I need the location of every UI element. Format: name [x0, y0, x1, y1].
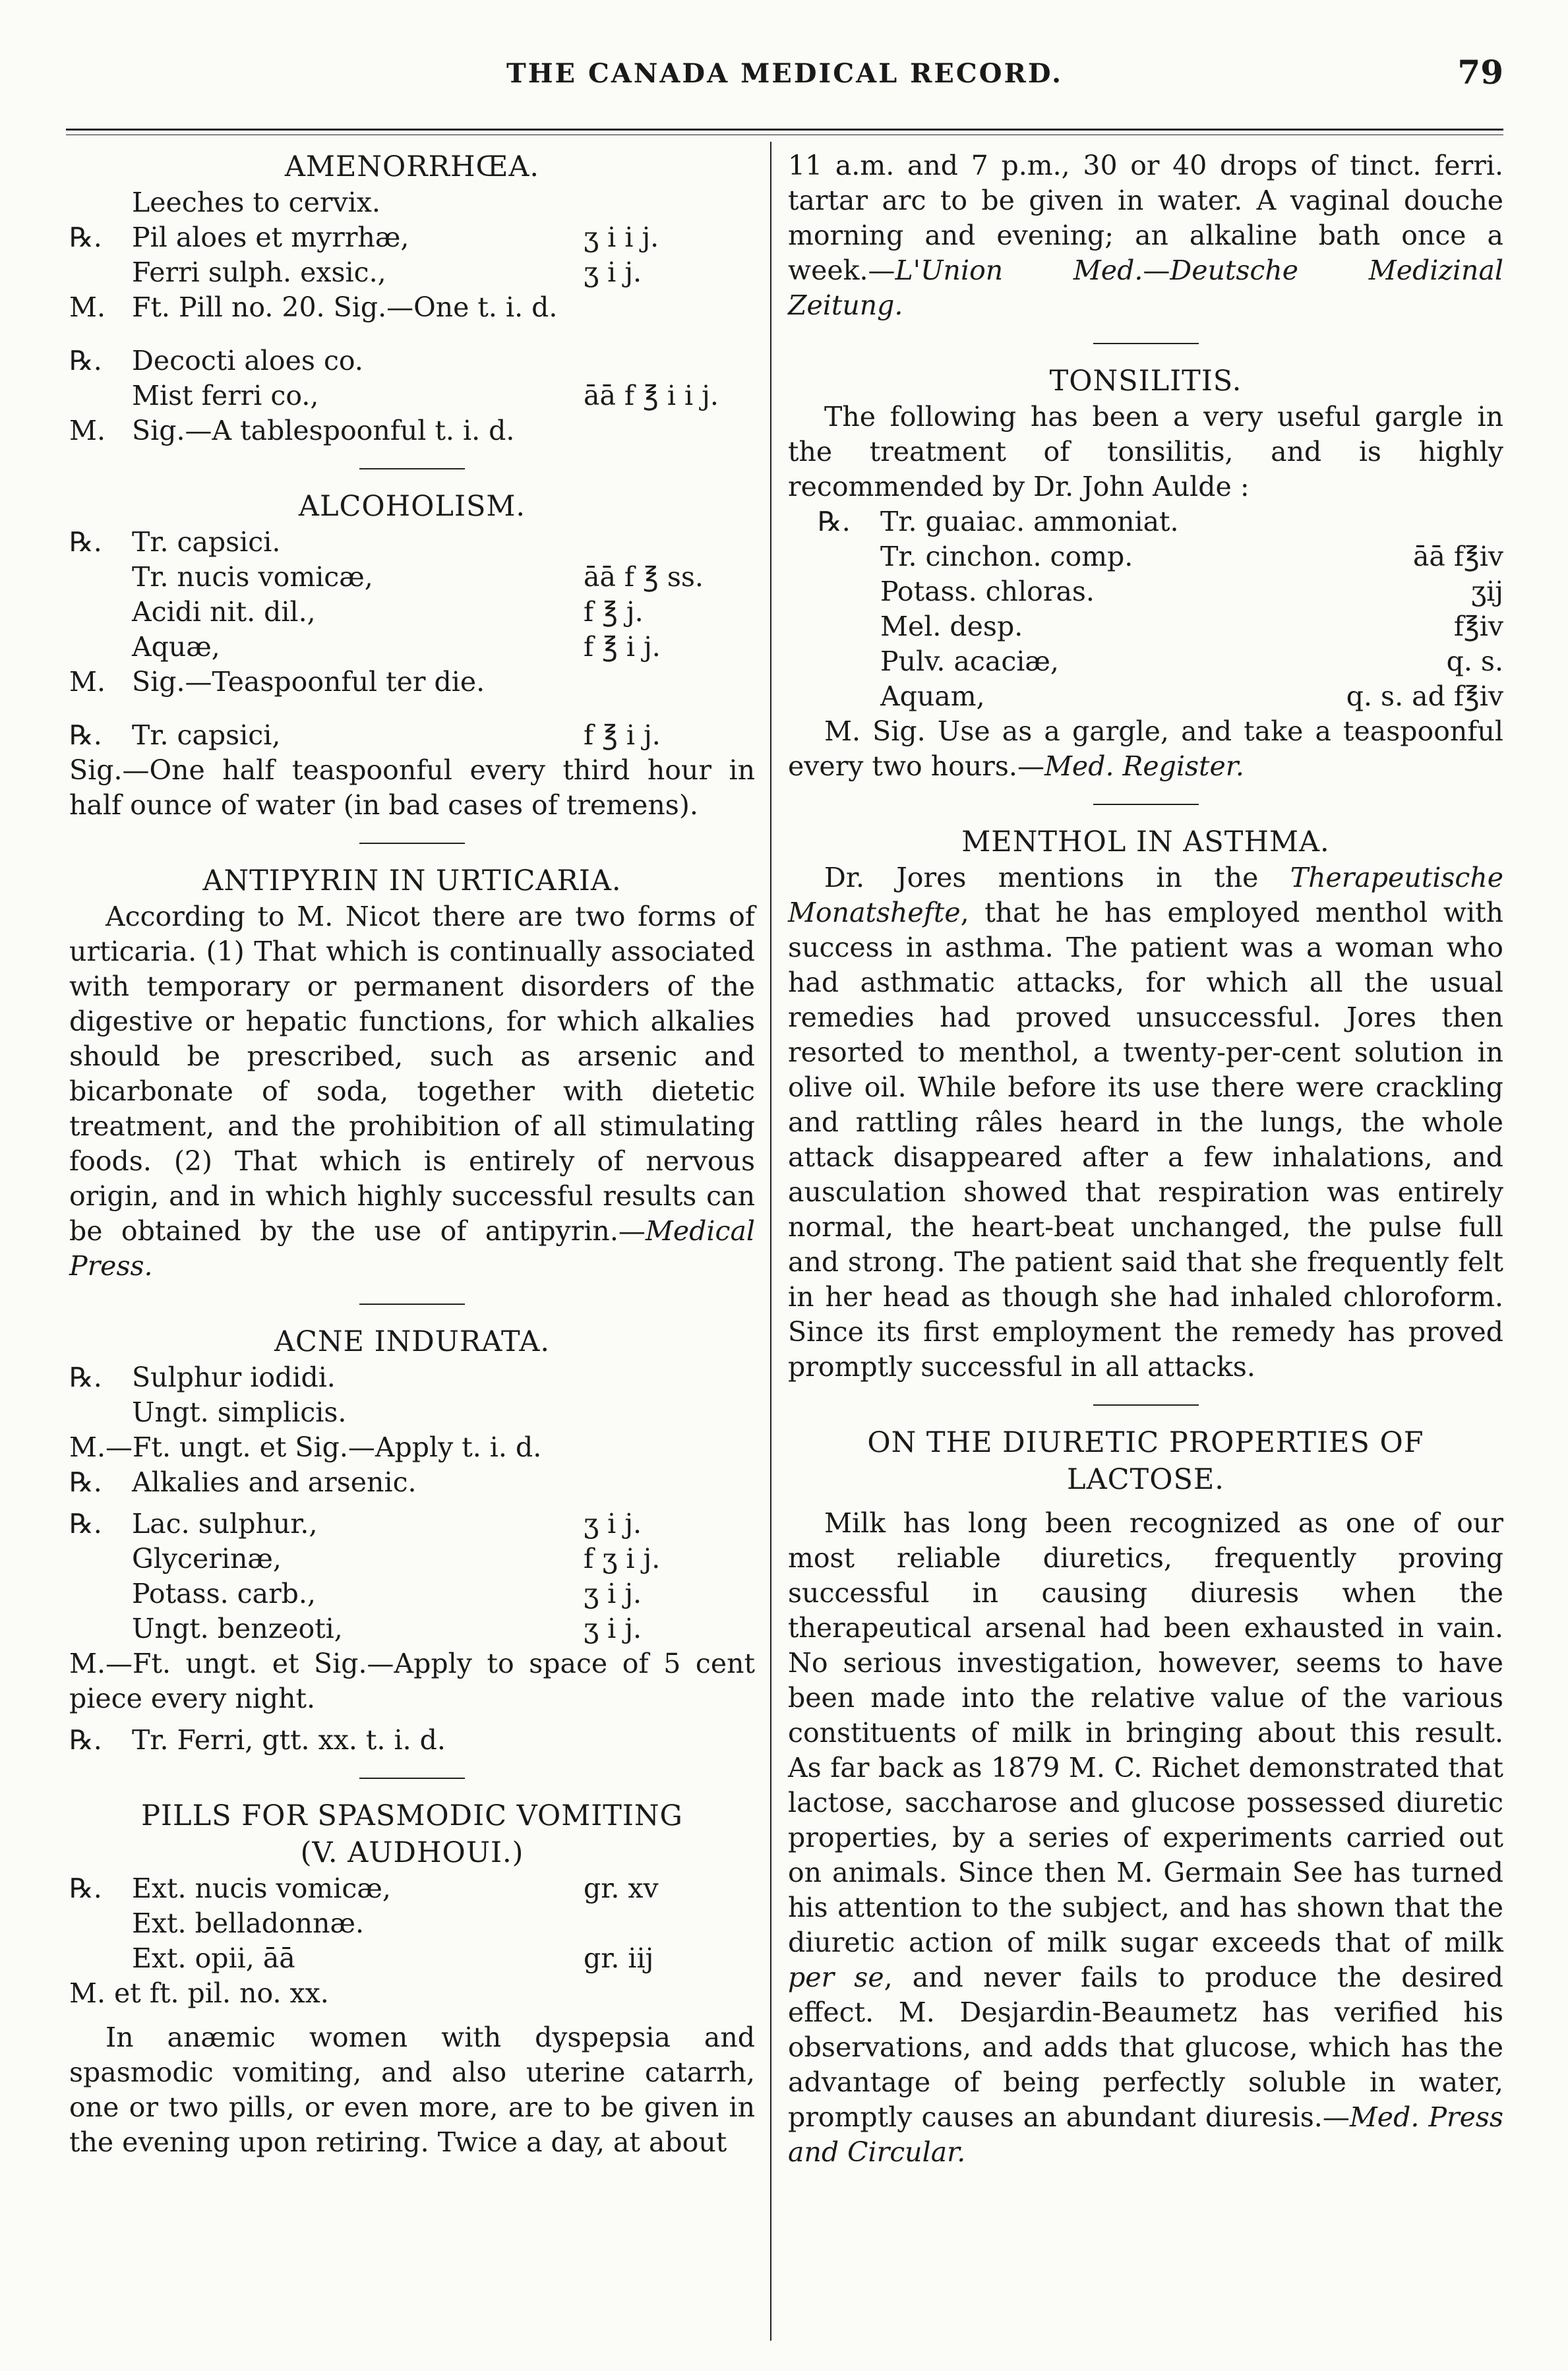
page-number: 79 — [1457, 53, 1503, 92]
recipe-mark: ℞. — [69, 345, 102, 376]
prescription-line — [69, 1723, 755, 1758]
prescription-line — [788, 679, 1503, 714]
prescription-line — [69, 344, 755, 378]
instruction: M. et ft. pil. no. xx. — [69, 1977, 329, 2009]
ingredient: Ungt. benzeoti, — [132, 1613, 343, 1644]
ingredient: Tr. capsici, — [132, 719, 281, 751]
body-text: Milk has long been recognized as one of our most reliable diuretics, frequently proving successful in causing diuresis when the therapeutical arsenal had been exhausted in vain. No serious investigation, however, seems to have been made into the relative value of the various constituents of milk in bringing about this result. As far back as 1879 M. C. Richet demonstrated that lactose, saccharose and glucose possessed diuretic properties, by a series of experiments carried out on animals. Since then M. Germain See has turned his attention to the subject, and has shown that the diuretic action of milk sugar exceeds that of milk — [788, 1507, 1503, 1958]
article-pills — [69, 1797, 755, 2160]
ingredient: Ferri sulph. exsic., — [132, 256, 386, 288]
instruction: M.—Ft. ungt. et Sig.—Apply t. i. d. — [69, 1431, 542, 1463]
prescription-line — [788, 539, 1503, 574]
article-continuation — [788, 148, 1503, 323]
ingredient: Glycerinæ, — [132, 1543, 282, 1575]
quantity: ʒ i j. — [584, 1613, 642, 1644]
instruction-paragraph — [788, 714, 1503, 784]
source-citation: Medical Press. — [69, 1215, 755, 1282]
quantity: ʒ i i j. — [584, 222, 659, 253]
quantity: f ℥ j. — [584, 596, 644, 628]
body-paragraph: In anæmic women with dyspepsia and spasmodic vomiting, and also uterine catarrh, one or two pills, or even more, are to be given in the evening upon retiring. Twice a day, at about — [69, 2022, 755, 2158]
quantity: f ℥ i j. — [584, 631, 661, 663]
section-subtitle: (V. AUDHOUI.) — [300, 1836, 524, 1869]
ingredient: Aquæ, — [132, 631, 220, 663]
ingredient: Ext. belladonnæ. — [132, 1907, 365, 1939]
prescription-line — [69, 378, 755, 413]
instruction-paragraph: M.—Ft. ungt. et Sig.—Apply to space of 5 cent piece every night. — [69, 1648, 755, 1714]
quantity: q. s. — [1446, 645, 1503, 677]
quantity: f ℥ i j. — [584, 719, 661, 751]
quantity: f℥iv — [1453, 611, 1503, 642]
prescription-line — [69, 1542, 755, 1576]
recipe-mark: ℞. — [69, 1873, 102, 1904]
article-tonsilitis — [788, 363, 1503, 784]
recipe-mark: ℞. — [69, 719, 102, 751]
ingredient: Pulv. acaciæ, — [880, 645, 1059, 677]
recipe-mark: ℞. — [69, 1466, 102, 1498]
mix-mark: M. — [69, 415, 106, 446]
ingredient: Alkalies and arsenic. — [132, 1466, 417, 1498]
body-paragraph — [788, 860, 1503, 1385]
section-title: ANTIPYRIN IN URTICARIA. — [202, 864, 622, 897]
body-paragraph — [788, 1506, 1503, 2170]
prescription-line — [788, 574, 1503, 609]
ingredient: Tr. nucis vomicæ, — [132, 561, 373, 593]
column-divider — [770, 142, 771, 2341]
ingredient: Tr. guaiac. ammoniat. — [880, 506, 1179, 537]
ingredient: Sulphur iodidi. — [132, 1362, 336, 1393]
ingredient: Tr. capsici. — [132, 526, 281, 558]
ingredient: Potass. chloras. — [880, 576, 1095, 607]
source-citation: L'Union Med. — [895, 255, 1143, 286]
prescription-line — [788, 644, 1503, 679]
right-column — [788, 148, 1503, 2170]
source-citation: Deutsche Medizinal Zeitung. — [788, 255, 1503, 321]
ingredient: Tr. Ferri, gtt. xx. t. i. d. — [132, 1724, 446, 1756]
body-text: Dr. Jores mentions in the — [824, 862, 1290, 893]
prescription-line — [69, 1871, 755, 1906]
prescription-line — [69, 1465, 755, 1500]
body-text: , that he has employed menthol with success in asthma. The patient was a woman who had asthmatic attacks, for which all the usual remedies had proved unsuccessful. Jores then resorted to menthol, a twenty-per-cent solution in olive oil. While before its use there were crackling and rattling râles heard in the lungs, the whole attack disappeared after a few inhalations, and ausculation showed that respiration was entirely normal, the heart-beat unchanged, the pulse full and strong. The patient said that she frequently felt in her head as though she had inhaled chloroform. Since its first employment the remedy has proved promptly successful in all attacks. — [788, 897, 1503, 1383]
ingredient: Tr. cinchon. comp. — [880, 541, 1133, 572]
article-lactose — [788, 1424, 1503, 2170]
prescription-line — [69, 595, 755, 630]
journal-title: Therapeutische Monatshefte — [788, 862, 1503, 928]
section-title: PILLS FOR SPASMODIC VOMITING — [141, 1799, 683, 1832]
article-amenorrhoea — [69, 148, 755, 448]
article-alcoholism — [69, 488, 755, 823]
ingredient: Ext. opii, āā — [132, 1942, 295, 1974]
instruction: Sig.—A tablespoonful t. i. d. — [132, 415, 515, 446]
prescription-line — [69, 255, 755, 290]
section-title: MENTHOL IN ASTHMA. — [961, 825, 1330, 858]
ingredient: Decocti aloes co. — [132, 345, 363, 376]
section-separator — [359, 1304, 465, 1305]
section-separator — [1093, 343, 1199, 344]
article-antipyrin — [69, 862, 755, 1284]
prescription-line — [69, 665, 755, 700]
text-line: Leeches to cervix. — [132, 187, 380, 218]
mix-mark: M. — [69, 291, 106, 323]
dash: — — [1143, 255, 1170, 286]
ingredient: Mel. desp. — [880, 611, 1023, 642]
ingredient: Aquam, — [880, 680, 985, 712]
body-paragraph — [69, 899, 755, 1284]
quantity: f ʒ i j. — [584, 1543, 661, 1575]
prescription-line — [69, 525, 755, 560]
quantity: āā f ℥ i i j. — [584, 380, 719, 411]
quantity: gr. iij — [584, 1942, 654, 1974]
recipe-mark: ℞. — [69, 222, 102, 253]
source-citation: Med. Press and Circular. — [788, 2101, 1504, 2168]
instruction-paragraph: Sig.—One half teaspoonful every third hour in half ounce of water (in bad cases of tremens). — [69, 754, 755, 821]
quantity: ʒij — [1471, 576, 1503, 607]
section-separator — [1093, 1404, 1199, 1406]
recipe-mark: ℞. — [69, 1508, 102, 1540]
section-title: ALCOHOLISM. — [298, 490, 526, 523]
body-text: , and never fails to produce the desired effect. M. Desjardin-Beaumetz has verified his observations, and adds that glucose, which has the advantage of being perfectly soluble in water, promptly causes an abundant diuresis.— — [788, 1962, 1503, 2133]
prescription-line — [69, 1507, 755, 1542]
recipe-mark: ℞. — [69, 1724, 102, 1756]
prescription-line — [788, 609, 1503, 644]
instruction: M. Sig. Use as a gargle, and take a teaspoonful every two hours.— — [788, 715, 1503, 782]
quantity: q. s. ad f℥iv — [1346, 680, 1503, 712]
prescription-line — [69, 1576, 755, 1611]
ingredient: Lac. sulphur., — [132, 1508, 318, 1540]
quantity: ʒ i j. — [584, 256, 642, 288]
recipe-mark: ℞. — [69, 1362, 102, 1393]
ingredient: Ext. nucis vomicæ, — [132, 1873, 391, 1904]
section-separator — [359, 1778, 465, 1779]
quantity: āā f℥iv — [1412, 541, 1503, 572]
recipe-mark: ℞. — [818, 506, 851, 537]
instruction: Ft. Pill no. 20. Sig.—One t. i. d. — [132, 291, 558, 323]
section-title: ON THE DIURETIC PROPERTIES OF — [867, 1426, 1424, 1459]
prescription-line — [69, 413, 755, 448]
section-separator — [359, 843, 465, 844]
article-acne — [69, 1323, 755, 1758]
section-separator — [359, 468, 465, 469]
prescription-line — [69, 1360, 755, 1395]
section-title: AMENORRHŒA. — [284, 150, 540, 183]
header-rule — [66, 129, 1503, 131]
body-text: 11 a.m. and 7 p.m., 30 or 40 drops of tinct. ferri. tartar arc to be given in water. A vaginal douche morning and evening; an alkaline bath once a week.— — [788, 150, 1503, 286]
section-separator — [1093, 804, 1199, 805]
body-paragraph: The following has been a very useful gargle in the treatment of tonsilitis, and is highly recommended by Dr. John Aulde : — [788, 401, 1503, 502]
emphasis: per se — [788, 1962, 884, 1993]
quantity: āā f ℥ ss. — [584, 561, 704, 593]
ingredient: Mist ferri co., — [132, 380, 319, 411]
mix-mark: M. — [69, 666, 106, 698]
recipe-mark: ℞. — [69, 526, 102, 558]
ingredient: Acidi nit. dil., — [132, 596, 316, 628]
page-header — [66, 53, 1503, 99]
quantity: gr. xv — [584, 1873, 659, 1904]
source-citation: Med. Register. — [1044, 750, 1244, 782]
quantity: ʒ i j. — [584, 1508, 642, 1540]
prescription-line — [69, 1941, 755, 1976]
body-paragraph — [788, 148, 1503, 323]
quantity: ʒ i j. — [584, 1578, 642, 1609]
prescription-line — [69, 560, 755, 595]
ingredient: Pil aloes et myrrhæ, — [132, 222, 409, 253]
left-column — [69, 148, 755, 2160]
section-title-line2: LACTOSE. — [1067, 1463, 1224, 1496]
body-text: According to M. Nicot there are two forms of urticaria. (1) That which is continually associated with temporary or permanent disorders of the digestive or hepatic functions, for which alkalies should be prescribed, such as arsenic and bicarbonate of soda, together with dietetic treatment, and the prohibition of all stimulating foods. (2) That which is entirely of nervous origin, and in which highly successful results can be obtained by the use of antipyrin.— — [69, 901, 755, 1247]
ingredient: Ungt. simplicis. — [132, 1396, 347, 1428]
prescription-line — [69, 1395, 755, 1430]
prescription-line — [69, 630, 755, 665]
prescription-line — [69, 1906, 755, 1941]
instruction: Sig.—Teaspoonful ter die. — [132, 666, 485, 698]
article-menthol — [788, 824, 1503, 1385]
prescription-line — [69, 718, 755, 753]
running-title: THE CANADA MEDICAL RECORD. — [506, 58, 1063, 89]
prescription-line — [69, 290, 755, 325]
ingredient: Potass. carb., — [132, 1578, 316, 1609]
section-title: ACNE INDURATA. — [274, 1325, 551, 1358]
prescription-line — [69, 220, 755, 255]
prescription-line — [69, 1611, 755, 1646]
section-title: TONSILITIS. — [1049, 365, 1242, 398]
prescription-line — [788, 504, 1503, 539]
